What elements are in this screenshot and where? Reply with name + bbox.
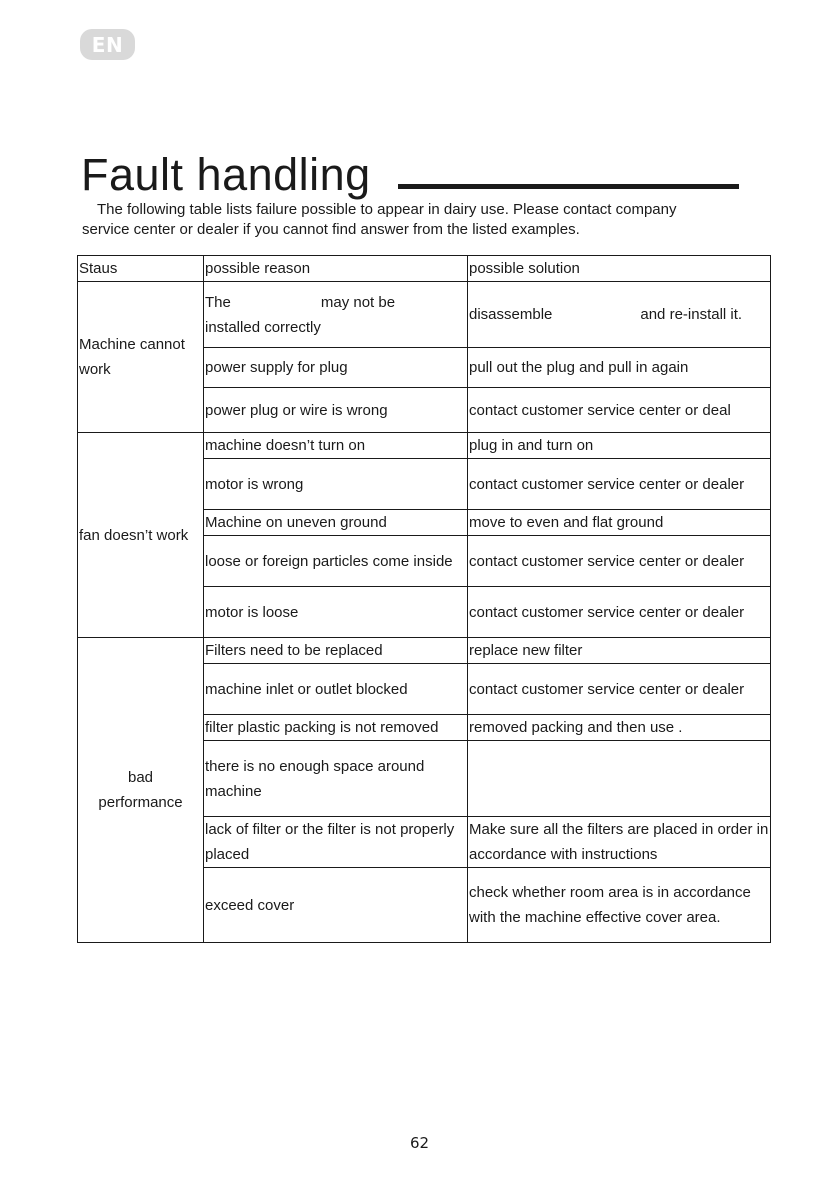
title-underline [398,184,739,189]
solution-cell: replace new filter [468,638,771,664]
solution-cell [468,282,771,348]
language-badge: EN [80,29,135,60]
solution-cell: Make sure all the filters are placed in order in accordance with instructions [468,817,771,868]
reason-text: may not be [320,293,396,311]
solution-cell: removed packing and then use . [468,715,771,741]
solution-cell: pull out the plug and pull in again [468,348,771,388]
solution-cell: check whether room area is in accordance with the machine effective cover area. [468,868,771,943]
reason-cell: power plug or wire is wrong [204,388,468,433]
reason-text: The [205,293,231,311]
solution-cell: contact customer service center or deal [468,388,771,433]
solution-cell: contact customer service center or dealer [468,587,771,638]
reason-cell [204,282,468,348]
solution-text: disassemble [469,306,553,323]
reason-cell: loose or foreign particles come inside [204,536,468,587]
reason-cell: power supply for plug [204,348,468,388]
table-row [78,282,771,348]
status-cell: bad performance [78,638,204,943]
reason-cell: Filters need to be replaced [204,638,468,664]
solution-cell [468,741,771,817]
header-reason: possible reason [204,256,468,282]
table-header-row [78,256,771,282]
reason-cell: Machine on uneven ground [204,510,468,536]
intro-line-2: service center or dealer if you cannot find answer from the listed examples. [82,221,580,238]
solution-cell: move to even and flat ground [468,510,771,536]
header-status: Staus [78,256,204,282]
solution-cell: plug in and turn on [468,433,771,459]
reason-cell: machine inlet or outlet blocked [204,664,468,715]
reason-text: installed correctly [205,318,321,336]
fault-table [77,255,771,943]
intro-line-1: The following table lists failure possible to appear in dairy use. Please contact company [97,201,677,218]
solution-text: and re-install it. [640,306,743,323]
reason-cell: there is no enough space around machine [204,741,468,817]
reason-cell: exceed cover [204,868,468,943]
reason-cell: motor is loose [204,587,468,638]
table-row [78,433,771,459]
solution-cell: contact customer service center or dealer [468,664,771,715]
page-title: Fault handling [81,149,371,200]
reason-cell: lack of filter or the filter is not properly placed [204,817,468,868]
status-cell: fan doesn’t work [78,433,204,638]
solution-cell: contact customer service center or dealer [468,459,771,510]
status-cell: Machine cannot work [78,282,204,433]
page-number: 62 [409,1134,430,1152]
intro-paragraph [82,200,772,240]
reason-cell: machine doesn’t turn on [204,433,468,459]
header-solution: possible solution [468,256,771,282]
reason-cell: filter plastic packing is not removed [204,715,468,741]
solution-cell: contact customer service center or dealer [468,536,771,587]
reason-cell: motor is wrong [204,459,468,510]
table-row [78,638,771,664]
